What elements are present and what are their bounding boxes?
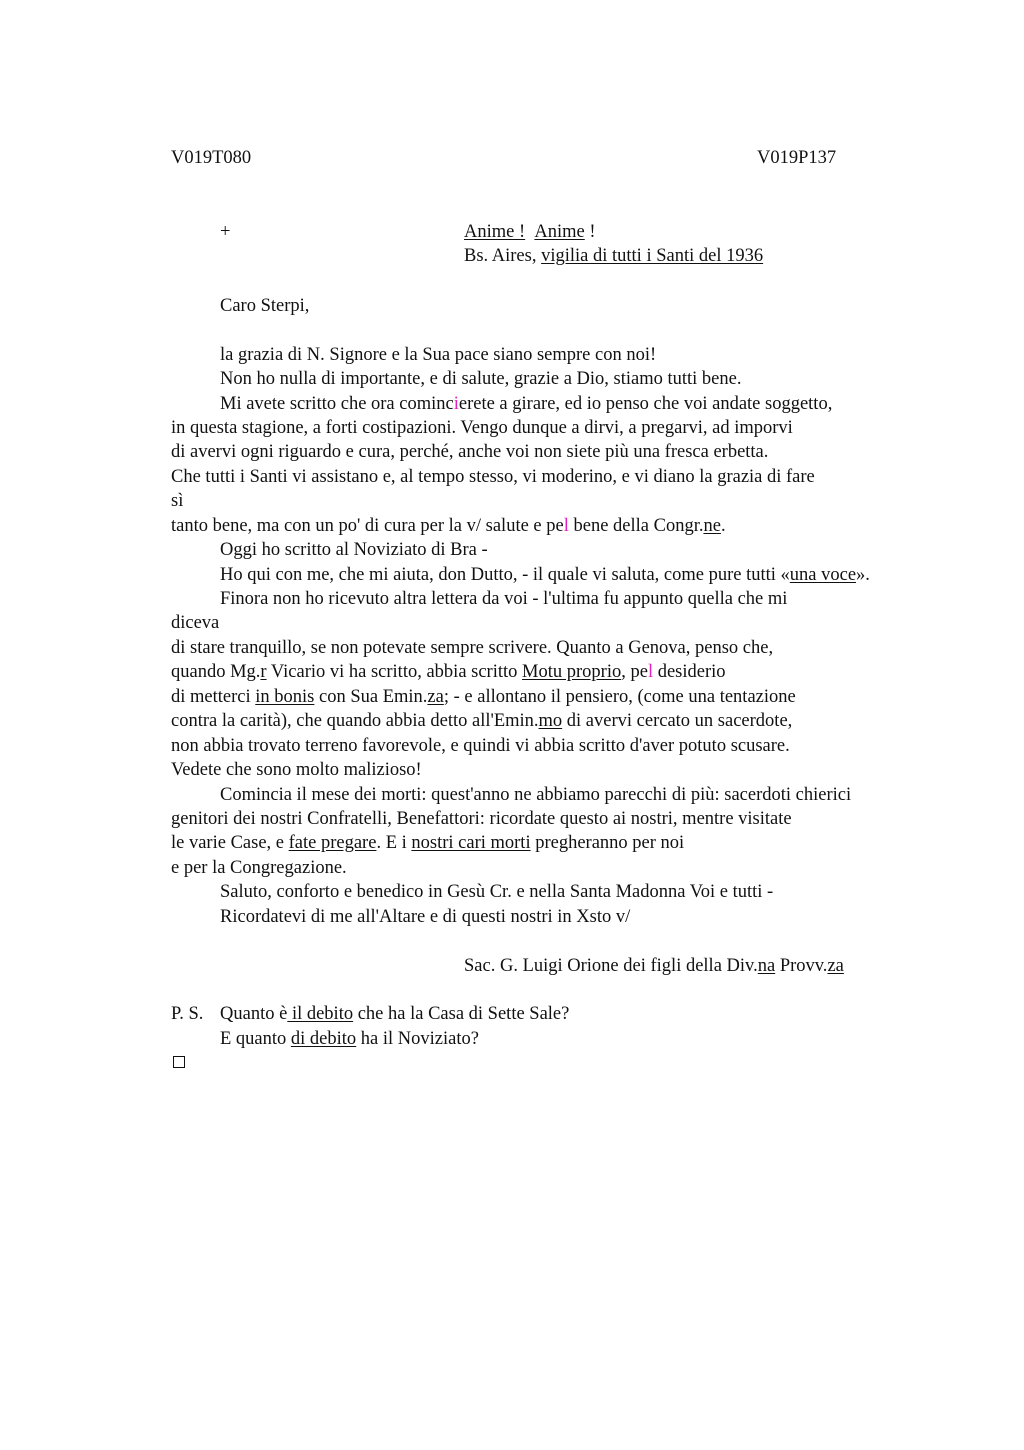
date: vigilia di tutti i Santi del 1936 <box>541 246 764 266</box>
body-line-12: diceva <box>171 613 220 633</box>
document-code-right: V019P137 <box>757 148 837 168</box>
text-span: Ho qui con me, che mi aiuta, don Dutto, - il quale vi saluta, come pure tutti « <box>220 565 790 585</box>
body-line-2: Non ho nulla di importante, e di salute, grazie a Dio, stiamo tutti bene. <box>220 369 742 389</box>
highlighted-letter: l <box>563 516 569 536</box>
text-span: di avervi cercato un sacerdote, <box>562 711 793 731</box>
underlined-phrase: fate pregare <box>288 833 377 853</box>
body-line-7: sì <box>171 491 184 511</box>
text-span: tanto bene, ma con un po' di cura per la v/ salute e pe <box>171 516 564 536</box>
underlined-phrase: nostri cari morti <box>411 833 531 853</box>
document-code-left: V019T080 <box>171 148 252 168</box>
body-line-10 <box>220 563 870 587</box>
body-line-21 <box>171 831 684 855</box>
text-span: Sac. G. Luigi Orione dei figli della Div. <box>464 956 758 976</box>
body-line-23: Saluto, conforto e benedico in Gesù Cr. e nella Santa Madonna Voi e tutti - <box>220 882 774 902</box>
text-span: Quanto è <box>220 1004 288 1024</box>
text-span: che ha la Casa di Sette Sale? <box>353 1004 570 1024</box>
underlined-abbrev: r <box>260 662 267 682</box>
highlighted-letter: i <box>453 394 459 414</box>
body-line-8 <box>171 514 726 538</box>
body-line-11: Finora non ho ricevuto altra lettera da voi - l'ultima fu appunto quella che mi <box>220 589 788 609</box>
underlined-abbrev: ne <box>703 516 721 536</box>
body-line-18: Vedete che sono molto malizioso! <box>171 760 422 780</box>
place: Bs. Aires, <box>464 246 542 266</box>
body-line-6: Che tutti i Santi vi assistano e, al tempo stesso, vi moderino, e vi diano la grazia di fare <box>171 467 815 487</box>
text-span: Vicario vi ha scritto, abbia scritto <box>266 662 523 682</box>
underlined-phrase: Motu proprio <box>522 662 622 682</box>
text-span: . E i <box>376 833 412 853</box>
body-line-17: non abbia trovato terreno favorevole, e quindi vi abbia scritto d'aver potuto scusare. <box>171 736 790 756</box>
ps-label: P. S. <box>171 1004 204 1024</box>
salutation: Caro Sterpi, <box>220 296 310 316</box>
underlined-abbrev: mo <box>538 711 563 731</box>
end-square-icon <box>173 1056 185 1068</box>
body-line-3 <box>220 392 832 416</box>
text-span: Provv. <box>775 956 828 976</box>
signature <box>464 954 844 978</box>
underlined-phrase: di debito <box>290 1029 357 1049</box>
body-line-22: e per la Congregazione. <box>171 858 347 878</box>
text-span: . <box>720 516 726 536</box>
cross-mark: + <box>220 222 231 242</box>
body-line-15 <box>171 685 796 709</box>
place-date <box>464 244 763 268</box>
text-span: di metterci <box>171 687 256 707</box>
motto <box>464 220 596 244</box>
text-span: , pe <box>621 662 648 682</box>
ps-line-2 <box>220 1027 479 1051</box>
body-line-9: Oggi ho scritto al Noviziato di Bra - <box>220 540 488 560</box>
body-line-19: Comincia il mese dei morti: quest'anno ne abbiamo parecchi di più: sacerdoti chierici <box>220 785 852 805</box>
body-line-13: di stare tranquillo, se non potevate sempre scrivere. Quanto a Genova, penso che, <box>171 638 774 658</box>
body-line-16 <box>171 709 792 733</box>
text-span: E quanto <box>220 1029 291 1049</box>
body-line-20: genitori dei nostri Confratelli, Benefattori: ricordate questo ai nostri, mentre visitate <box>171 809 792 829</box>
body-line-4: in questa stagione, a forti costipazioni. Vengo dunque a dirvi, a pregarvi, ad imporvi <box>171 418 793 438</box>
text-span: ; - e allontano il pensiero, (come una tentazione <box>443 687 796 707</box>
text-span: le varie Case, e <box>171 833 289 853</box>
motto-part-3: ! <box>584 222 596 242</box>
underlined-abbrev: za <box>427 687 444 707</box>
text-span: ha il Noviziato? <box>356 1029 479 1049</box>
body-line-14 <box>171 660 726 684</box>
underlined-phrase: il debito <box>287 1004 354 1024</box>
underlined-phrase: una voce <box>789 565 857 585</box>
body-line-1: la grazia di N. Signore e la Sua pace siano sempre con noi! <box>220 345 657 365</box>
underlined-abbrev: za <box>827 956 844 976</box>
motto-part-1: Anime ! <box>464 222 526 242</box>
body-line-24: Ricordatevi di me all'Altare e di questi nostri in Xsto v/ <box>220 907 631 927</box>
text-span: Mi avete scritto che ora cominc <box>220 394 454 414</box>
ps-line-1 <box>220 1002 569 1026</box>
text-span: desiderio <box>653 662 726 682</box>
text-span: erete a girare, ed io penso che voi andate soggetto, <box>458 394 833 414</box>
underlined-abbrev: na <box>757 956 776 976</box>
underlined-phrase: in bonis <box>255 687 315 707</box>
motto-part-2: Anime <box>534 222 585 242</box>
body-line-5: di avervi ogni riguardo e cura, perché, anche voi non siete più una fresca erbetta. <box>171 442 769 462</box>
text-span: ». <box>856 565 870 585</box>
highlighted-letter: l <box>647 662 654 682</box>
text-span: pregheranno per noi <box>530 833 685 853</box>
text-span: bene della Congr. <box>568 516 704 536</box>
text-span: con Sua Emin. <box>314 687 428 707</box>
text-span: quando Mg. <box>171 662 261 682</box>
text-span: contra la carità), che quando abbia detto all'Emin. <box>171 711 539 731</box>
